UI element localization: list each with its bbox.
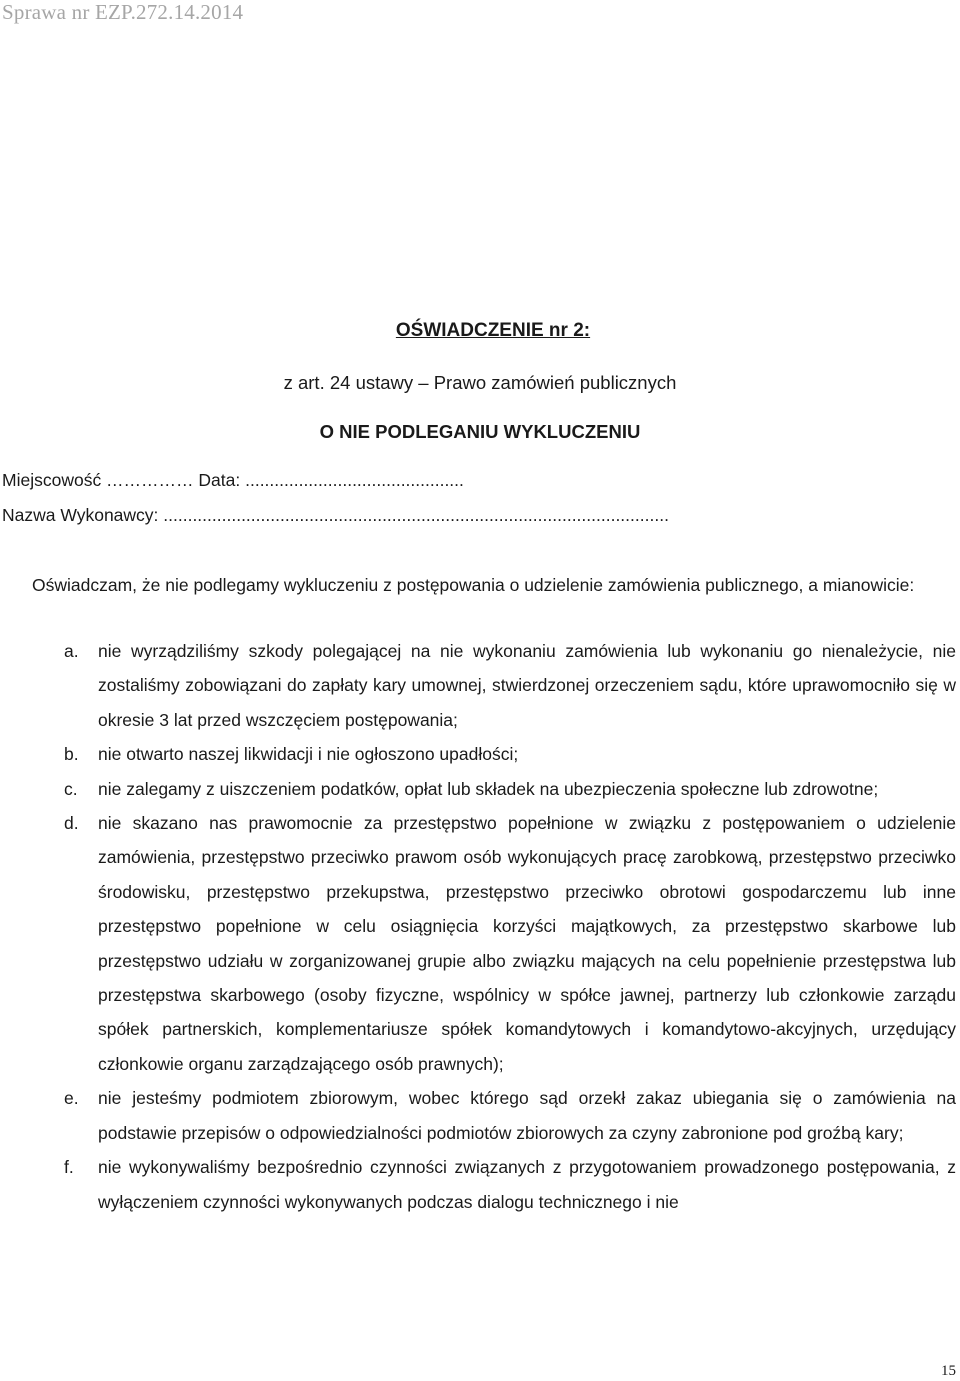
intro-paragraph: Oświadczam, że nie podlegamy wykluczeniu z postępowania o udzielenie zamówienia publicznego, a mianowicie: [32,575,915,595]
statement-title: OŚWIADCZENIE nr 2: [395,320,591,341]
list-marker: c. [64,778,78,799]
contractor-name-line: Nazwa Wykonawcy: ........................................................................................................ [2,505,669,525]
statement-subtitle: z art. 24 ustawy – Prawo zamówień publicznych [283,372,677,393]
list-item [0,634,960,737]
list-item [0,1081,960,1150]
list-marker: b. [64,744,79,765]
list-item [0,737,960,771]
list-marker: a. [64,641,79,661]
list-item [0,1150,960,1219]
place-date-line: Miejscowość …………… Data: ............................................. [2,470,464,490]
list-marker: f. [64,1157,74,1178]
list-item [0,772,960,806]
list-marker: d. [64,813,79,834]
list-item-text: nie jesteśmy podmiotem zbiorowym, wobec którego sąd orzekł zakaz ubiegania się o zamówienia na podstawie przepisów o odpowiedzialności podmiotów zbiorowych za czyny zabronione pod groźbą kary; [98,1088,956,1143]
page-number: 15 [941,1363,956,1379]
exclusion-list [0,634,960,1219]
list-item-text: nie otwarto naszej likwidacji i nie ogłoszono upadłości; [98,744,519,765]
list-marker: e. [64,1088,79,1109]
statement-heading: O NIE PODLEGANIU WYKLUCZENIU [319,421,641,442]
list-item-text: nie zalegamy z uiszczeniem podatków, opłat lub składek na ubezpieczenia społeczne lub zdrowotne; [98,778,879,799]
case-reference: Sprawa nr EZP.272.14.2014 [2,0,244,24]
list-item-text: nie wyrządziliśmy szkody polegającej na nie wykonaniu zamówienia lub wykonaniu go nienależycie, nie zostaliśmy zobowiązani do zapłaty kary umownej, stwierdzonej orzeczeniem sądu, które uprawomocniło się w okresie 3 lat przed wszczęciem postępowania; [98,641,956,730]
list-item-text: nie wykonywaliśmy bezpośrednio czynności związanych z przygotowaniem prowadzonego postępowania, z wyłączeniem czynności wykonywanych podczas dialogu technicznego i nie [98,1157,956,1212]
list-item-text: nie skazano nas prawomocnie za przestępstwo popełnione w związku z postępowaniem o udzielenie zamówienia, przestępstwo przeciwko prawom osób wykonujących pracę zarobkową, przestępstwo przeciwko środowisku, przestępstwo przekupstwa, przestępstwo przeciwko obrotowi gospodarczemu lub inne przestępstwo popełnione w celu osiągnięcia korzyści majątkowych, za przestępstwo skarbowe lub przestępstwo udziału w zorganizowanej grupie albo związku mających na celu popełnienie przestępstwa lub przestępstwa skarbowego (osoby fizyczne, wspólnicy w spółce jawnej, partnerzy lub członkowie zarządu spółek partnerskich, komplementariusze spółek komandytowych i komandytowo-akcyjnych, urzędujący członkowie organu zarządzającego osób prawnych); [98,813,956,1074]
list-item [0,806,960,1081]
